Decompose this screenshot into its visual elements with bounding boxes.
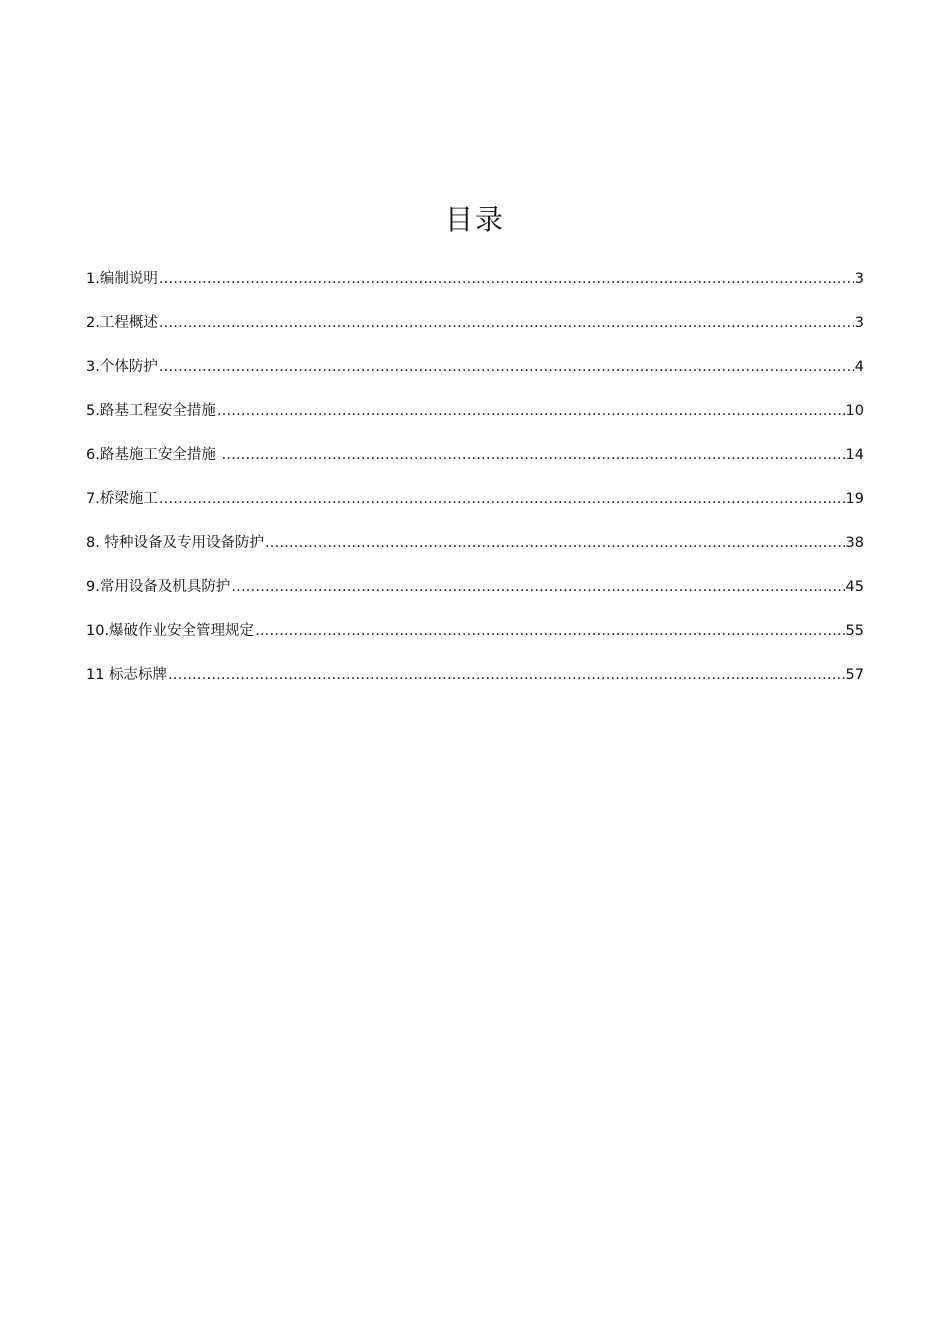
- toc-entry[interactable]: [86, 662, 864, 706]
- toc-entry-page: 3: [854, 271, 864, 287]
- toc-entry-page: 55: [845, 623, 864, 639]
- toc-entry[interactable]: [86, 442, 864, 486]
- toc-entry[interactable]: [86, 618, 864, 662]
- toc-leader-dots: [221, 442, 844, 468]
- toc-entry-page: 3: [854, 315, 864, 331]
- toc-title: 目录: [444, 203, 505, 236]
- toc-entry-label: 10.爆破作业安全管理规定: [86, 623, 255, 639]
- toc-leader-dots: [159, 354, 854, 380]
- toc-entry[interactable]: [86, 574, 864, 618]
- toc-leader-dots: [231, 574, 844, 600]
- toc-entry-label: 11 标志标牌: [86, 667, 168, 683]
- toc-entry-page: 45: [845, 579, 864, 595]
- toc-entry-page: 57: [845, 667, 864, 683]
- toc-entry-label: 8. 特种设备及专用设备防护: [86, 535, 264, 551]
- toc-entry-label: 9.常用设备及机具防护: [86, 579, 231, 595]
- toc-leader-dots: [255, 618, 844, 644]
- toc-leader-dots: [217, 398, 845, 424]
- toc-entry-label: 6.路基施工安全措施: [86, 447, 221, 463]
- toc-entry-label: 7.桥梁施工: [86, 491, 158, 507]
- toc-leader-dots: [265, 530, 845, 556]
- toc-entry-page: 10: [845, 403, 864, 419]
- toc-leader-dots: [159, 310, 854, 336]
- toc-entry-page: 38: [845, 535, 864, 551]
- toc-entry[interactable]: [86, 530, 864, 574]
- toc-entry-label: 5.路基工程安全措施: [86, 403, 216, 419]
- toc-entry[interactable]: [86, 398, 864, 442]
- toc-entry-page: 4: [854, 359, 864, 375]
- toc-leader-dots: [168, 662, 844, 688]
- toc-entry-label: 1.编制说明: [86, 271, 158, 287]
- toc-entry-label: 3.个体防护: [86, 359, 158, 375]
- toc-entry-page: 19: [845, 491, 864, 507]
- toc-leader-dots: [159, 266, 854, 292]
- toc-entry-label: 2.工程概述: [86, 315, 158, 331]
- toc-entry-page: 14: [845, 447, 864, 463]
- toc-leader-dots: [159, 486, 845, 512]
- toc-entry[interactable]: [86, 486, 864, 530]
- toc-entry[interactable]: [86, 266, 864, 310]
- toc-entry[interactable]: [86, 310, 864, 354]
- toc-list: [86, 266, 864, 706]
- toc-entry[interactable]: [86, 354, 864, 398]
